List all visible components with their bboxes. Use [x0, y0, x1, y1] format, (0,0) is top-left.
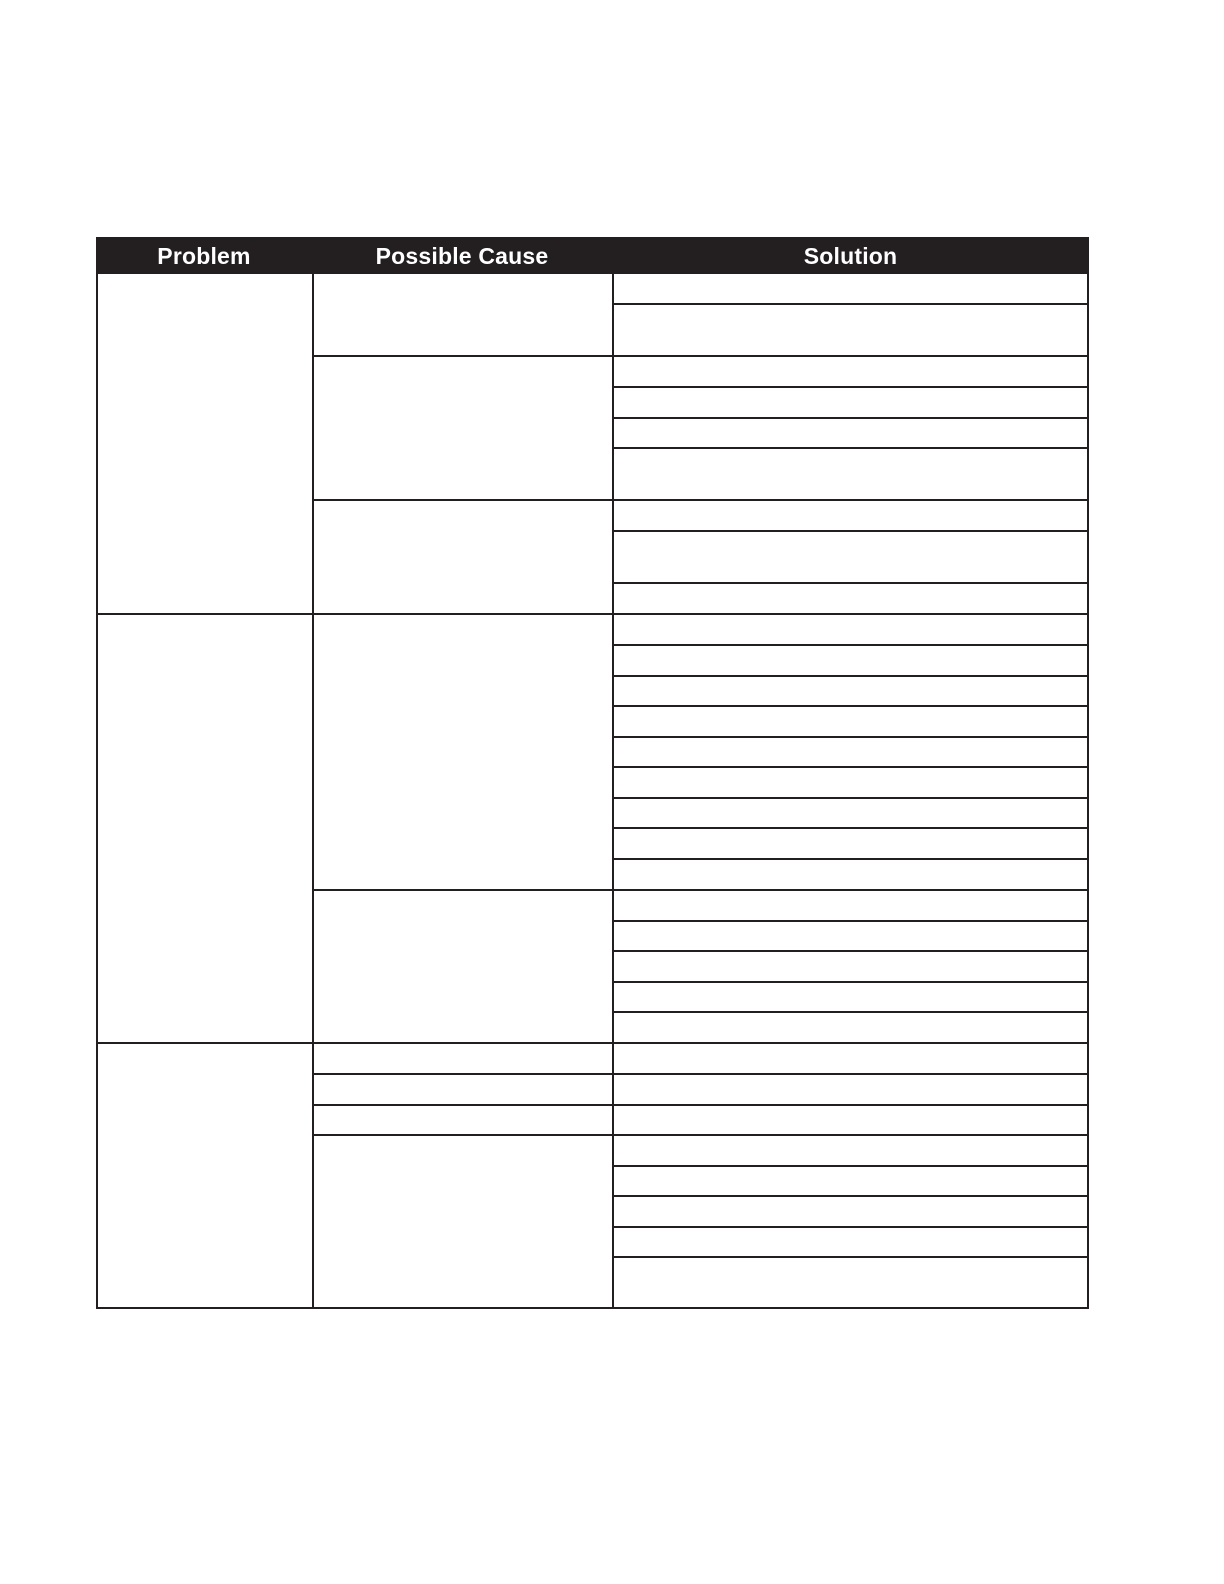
problem-cell [96, 614, 312, 1043]
solution-cell [612, 1196, 1089, 1227]
solution-cell [612, 890, 1089, 921]
cause-cell [312, 1074, 612, 1105]
solution-cell [612, 1105, 1089, 1135]
solution-cell [612, 859, 1089, 890]
solution-row-divider [612, 1307, 1089, 1309]
problem-cell [96, 1043, 312, 1308]
solution-cell [612, 583, 1089, 614]
solution-cell [612, 676, 1089, 706]
solution-cell [612, 798, 1089, 828]
table-body [96, 274, 1089, 1309]
problem-cell [96, 274, 312, 614]
solution-cell [612, 982, 1089, 1012]
cause-cell [312, 1043, 612, 1074]
solution-cell [612, 1257, 1089, 1308]
solution-cell [612, 500, 1089, 531]
solution-cell [612, 614, 1089, 645]
solution-cell [612, 531, 1089, 583]
cause-cell [312, 274, 612, 356]
cause-cell [312, 356, 612, 500]
cause-cell [312, 1135, 612, 1308]
solution-cell [612, 1043, 1089, 1074]
solution-cell [612, 1227, 1089, 1257]
cause-cell [312, 1105, 612, 1135]
solution-cell [612, 921, 1089, 951]
solution-cell [612, 418, 1089, 448]
header-possible-cause: Possible Cause [375, 243, 549, 269]
solution-cell [612, 645, 1089, 676]
solution-cell [612, 767, 1089, 798]
solution-cell [612, 706, 1089, 737]
header-solution: Solution [803, 243, 898, 269]
solution-cell [612, 1074, 1089, 1105]
problem-row-divider [96, 1307, 312, 1309]
solution-cell [612, 1166, 1089, 1196]
solution-cell [612, 951, 1089, 982]
cause-row-divider [312, 1307, 612, 1309]
solution-cell [612, 387, 1089, 418]
solution-cell [612, 356, 1089, 387]
troubleshooting-table [96, 237, 1089, 1309]
header-problem: Problem [157, 243, 251, 269]
solution-cell [612, 737, 1089, 767]
solution-cell [612, 274, 1089, 304]
cause-cell [312, 614, 612, 890]
table-header [96, 237, 1089, 274]
cause-cell [312, 890, 612, 1043]
solution-cell [612, 448, 1089, 500]
solution-cell [612, 1012, 1089, 1043]
cause-cell [312, 500, 612, 614]
solution-cell [612, 1135, 1089, 1166]
solution-cell [612, 304, 1089, 356]
solution-cell [612, 828, 1089, 859]
